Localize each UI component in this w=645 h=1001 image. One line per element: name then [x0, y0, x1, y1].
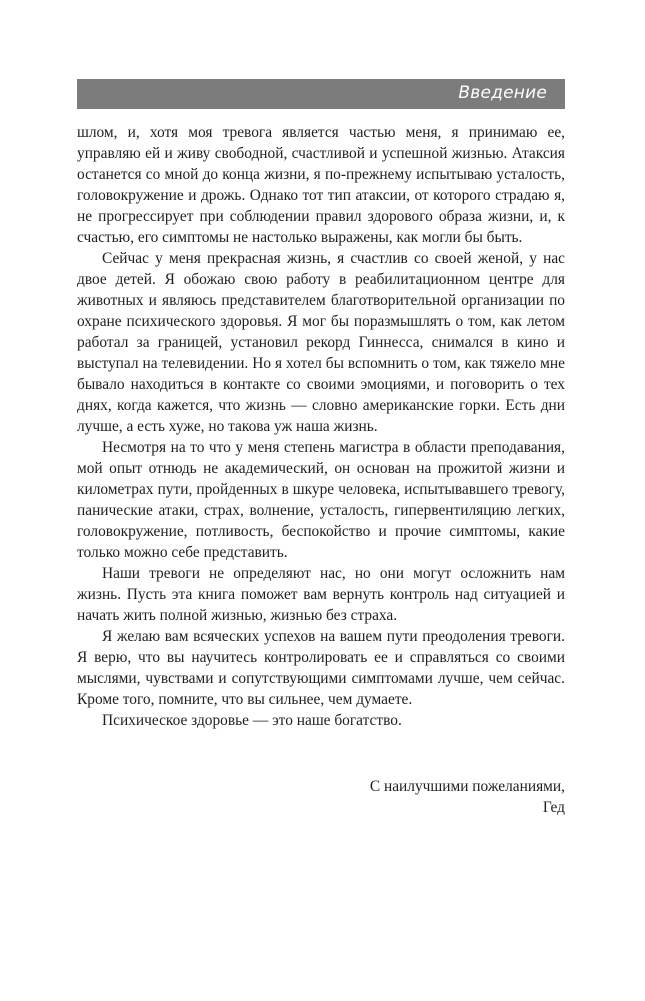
paragraph: Несмотря на то что у меня степень магистра в области преподавания, мой опыт отнюдь не академический, он основан на прожитой жизни и километрах пути, пройденных в шкуре человека, испытывавшего тревогу, панические атаки, страх, волнение, усталость, гипервентиляцию легких, головокружение, потливость, беспокойство и прочие симптомы, какие только можно себе представить.: [77, 439, 565, 561]
paragraph: Психическое здоровье — это наше богатство.: [102, 712, 402, 729]
signoff: [77, 776, 565, 818]
signoff-name: Гед: [542, 799, 565, 816]
section-title: Введение: [458, 83, 547, 103]
paragraph: Сейчас у меня прекрасная жизнь, я счастлив со своей женой, у нас двое детей. Я обожаю свою работу в реабилитационном центре для животных и являюсь представителем благотворительной организации по охране психического здоровья. Я мог бы поразмышлять о том, как летом работал за границей, установил рекорд Гиннесса, снимался в кино и выступал на телевидении. Но я хотел бы вспомнить о том, как тяжело мне бывало находиться в контакте со своими эмоциями, и поговорить о тех днях, когда кажется, что жизнь — словно американские горки. Есть дни лучше, а есть хуже, но такова уж наша жизнь.: [77, 250, 565, 435]
section-header-bar: [77, 79, 565, 109]
paragraph: Наши тревоги не определяют нас, но они могут осложнить нам жизнь. Пусть эта книга поможет вам вернуть контроль над ситуацией и начать жить полной жизнью, жизнью без страха.: [77, 565, 565, 624]
body-text: [77, 122, 565, 731]
signoff-closing: С наилучшими пожеланиями,: [369, 778, 565, 795]
paragraph: Я желаю вам всяческих успехов на вашем пути преодоления тревоги. Я верю, что вы научитесь контролировать ее и справляться со своими мыслями, чувствами и сопутствующими симптомами лучше, чем сейчас. Кроме того, помните, что вы сильнее, чем думаете.: [77, 628, 565, 708]
paragraph: шлом, и, хотя моя тревога является частью меня, я принимаю ее, управляю ей и живу свободной, счастливой и успешной жизнью. Атаксия останется со мной до конца жизни, я по-прежнему испытываю усталость, головокружение и дрожь. Однако тот тип атаксии, от которого страдаю я, не прогрессирует при соблюдении правил здорового образа жизни, и, к счастью, его симптомы не настолько выражены, как могли бы быть.: [77, 124, 565, 246]
